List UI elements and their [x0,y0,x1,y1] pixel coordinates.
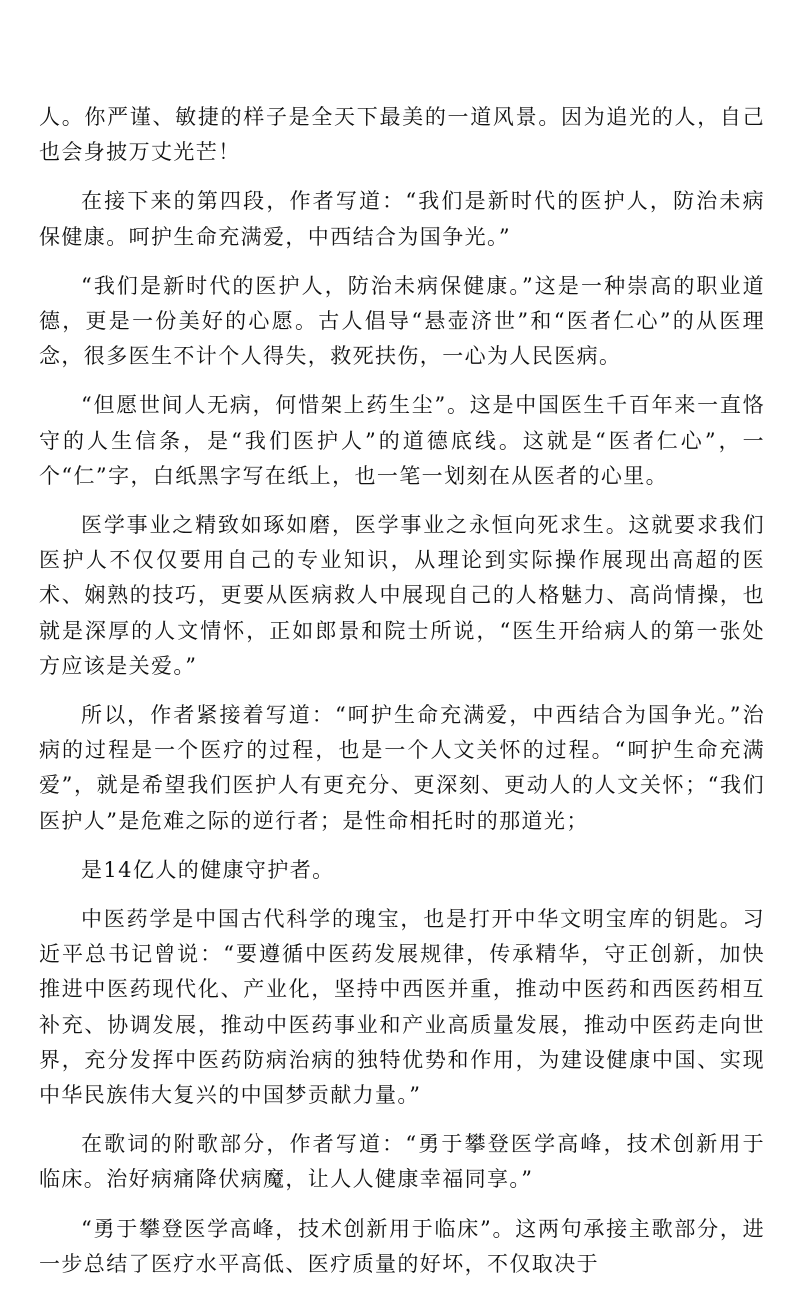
paragraph-1: 人。你严谨、敏捷的样子是全天下最美的一道风景。因为追光的人，自己也会身披万丈光芒！ [39,105,765,165]
document-page [39,100,765,1296]
paragraph-10: “勇于攀登医学高峰，技术创新用于临床”。这两句承接主歌部分，进一步总结了医疗水平高低、医疗质量的好坏，不仅取决于 [39,1216,765,1276]
paragraph-3: “我们是新时代的医护人，防治未病保健康。”这是一种崇高的职业道德，更是一份美好的心愿。古人倡导“悬壶济世”和“医者仁心”的从医理念，很多医生不计个人得失，救死扶伤，一心为人民医病。 [39,273,765,369]
paragraph-9: 在歌词的附歌部分，作者写道：“勇于攀登医学高峰，技术创新用于临床。治好病痛降伏病魔，让人人健康幸福同享。” [39,1132,765,1192]
paragraph-4: “但愿世间人无病，何惜架上药生尘”。这是中国医生千百年来一直恪守的人生信条，是“我们医护人”的道德底线。这就是“医者仁心”，一个“仁”字，白纸黑字写在纸上，也一笔一划刻在从医者的心里。 [39,393,765,488]
paragraph-6: 所以，作者紧接着写道：“呵护生命充满爱，中西结合为国争光。”治病的过程是一个医疗的过程，也是一个人文关怀的过程。“呵护生命充满爱”，就是希望我们医护人有更充分、更深刻、更动人的人文关怀；“我们医护人”是危难之际的逆行者；是性命相托时的那道光； [39,703,765,833]
paragraph-8: 中医药学是中国古代科学的瑰宝，也是打开中华文明宝库的钥匙。习近平总书记曾说：“要遵循中医药发展规律，传承精华，守正创新，加快推进中医药现代化、产业化，坚持中西医并重，推动中医药和西医药相互补充、协调发展，推动中医药事业和产业高质量发展，推动中医药走向世界，充分发挥中医药防病治病的独特优势和作用，为建设健康中国、实现中华民族伟大复兴的中国梦贡献力量。” [39,907,765,1108]
paragraph-5: 医学事业之精致如琢如磨，医学事业之永恒向死求生。这就要求我们医护人不仅仅要用自己的专业知识，从理论到实际操作展现出高超的医术、娴熟的技巧，更要从医病救人中展现自己的人格魅力、高尚情操，也就是深厚的人文情怀，正如郎景和院士所说，“医生开给病人的第一张处方应该是关爱。” [39,513,765,678]
paragraph-2: 在接下来的第四段，作者写道：“我们是新时代的医护人，防治未病保健康。呵护生命充满爱，中西结合为国争光。” [39,189,765,249]
paragraph-7: 是14亿人的健康守护者。 [81,857,335,882]
